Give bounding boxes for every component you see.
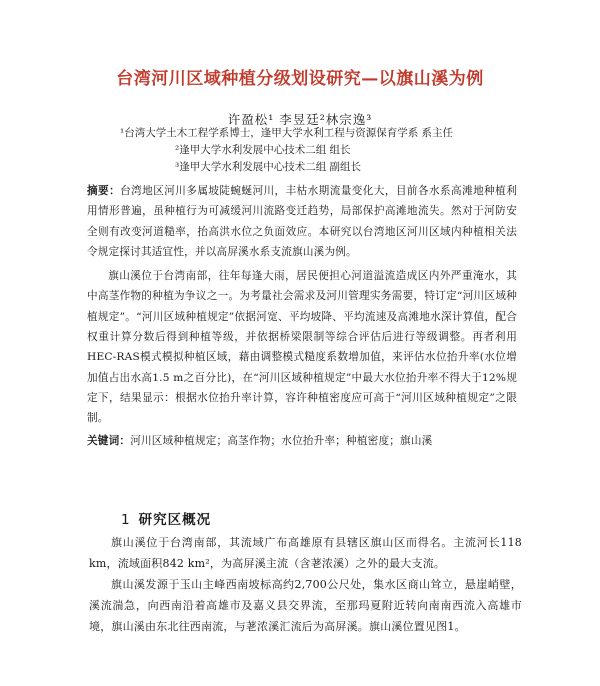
affiliation-2: ²逢甲大学水利发展中心技术二组 组长 [175,144,351,156]
section-title: 研究区概况 [138,512,212,528]
affiliation-1: ¹台湾大学土木工程学系博士，逢甲大学水利工程与资源保育学系 系主任 [120,127,454,139]
abstract-text-1: 台湾地区河川多属坡陡蜿蜒河川，丰枯水期流量变化大，目前各水系高滩地种植利用情形普遍，虽种植行为可减缓河川流路变迁趋势，局部保护高滩地流失。然对于河防安全则有改变河道糙率，抬高洪水位之负面效应。本研究以台湾地区河川区域内种植相关法令规定探讨其适宜性，并以高屏溪水系支流旗山溪为例。 [87,185,517,258]
keywords-label: 关键词： [87,434,131,447]
body-text [89,532,522,637]
body-paragraph-2: 旗山溪发源于玉山主峰西南坡标高约2,700公尺处，集水区商山耸立，悬崖峭壁，溪流湍急，向西南沿着高雄市及嘉义县交界流，至那玛夏附近转向南南西流入高雄市境，旗山溪由东北往西南流，与荖浓溪汇流后为高屏溪。旗山溪位置见图1。 [89,578,522,633]
section-heading [121,508,211,528]
keywords-line [87,431,517,451]
abstract-paragraph-2: 旗山溪位于台湾南部，往年每逢大雨，居民便担心河道溢流造成区内外严重淹水，其中高茎作物的种植为争议之一。为考量社会需求及河川管理实务需要，特订定“河川区域种植规定”。“河川区域种植规定”依据河宽、平均坡降、平均流速及高滩地水深计算值，配合权重计算分数后得到种植等级，并依据桥梁限制等综合评估后进行等级调整。再者利用HEC-RAS模式模拟种植区域，藉由调整模式糙度系数增加值，来评估水位抬升率(水位增加值占出水高1.5 m之百分比)，在“河川区域种植规定”中最大水位抬升率不得大于12%规定下，结果显示：根据水位抬升率计算，容许种植密度应可高于“河川区域种植规定”之限制。 [87,270,517,425]
keywords-text: 河川区域种植规定；高茎作物；水位抬升率；种植密度；旗山溪 [130,434,433,447]
abstract-label: 摘要： [87,185,121,197]
author-list: 许盈松¹ 李昱廷²林宗逸³ [227,112,373,127]
abstract-paragraph-1 [87,181,517,262]
abstract-block [87,181,517,451]
section-number: 1 [121,512,131,528]
affiliation-3: ³逢甲大学水利发展中心技术二组 副组长 [175,161,362,173]
paper-title: 台湾河川区域种植分级划设研究—以旗山溪为例 [116,69,484,89]
body-paragraph-1: 旗山溪位于台湾南部，其流域广布高雄原有县辖区旗山区而得名。主流河长118 km，流域面积842 km²，为高屏溪主流（含荖浓溪）之外的最大支流。 [89,536,522,570]
